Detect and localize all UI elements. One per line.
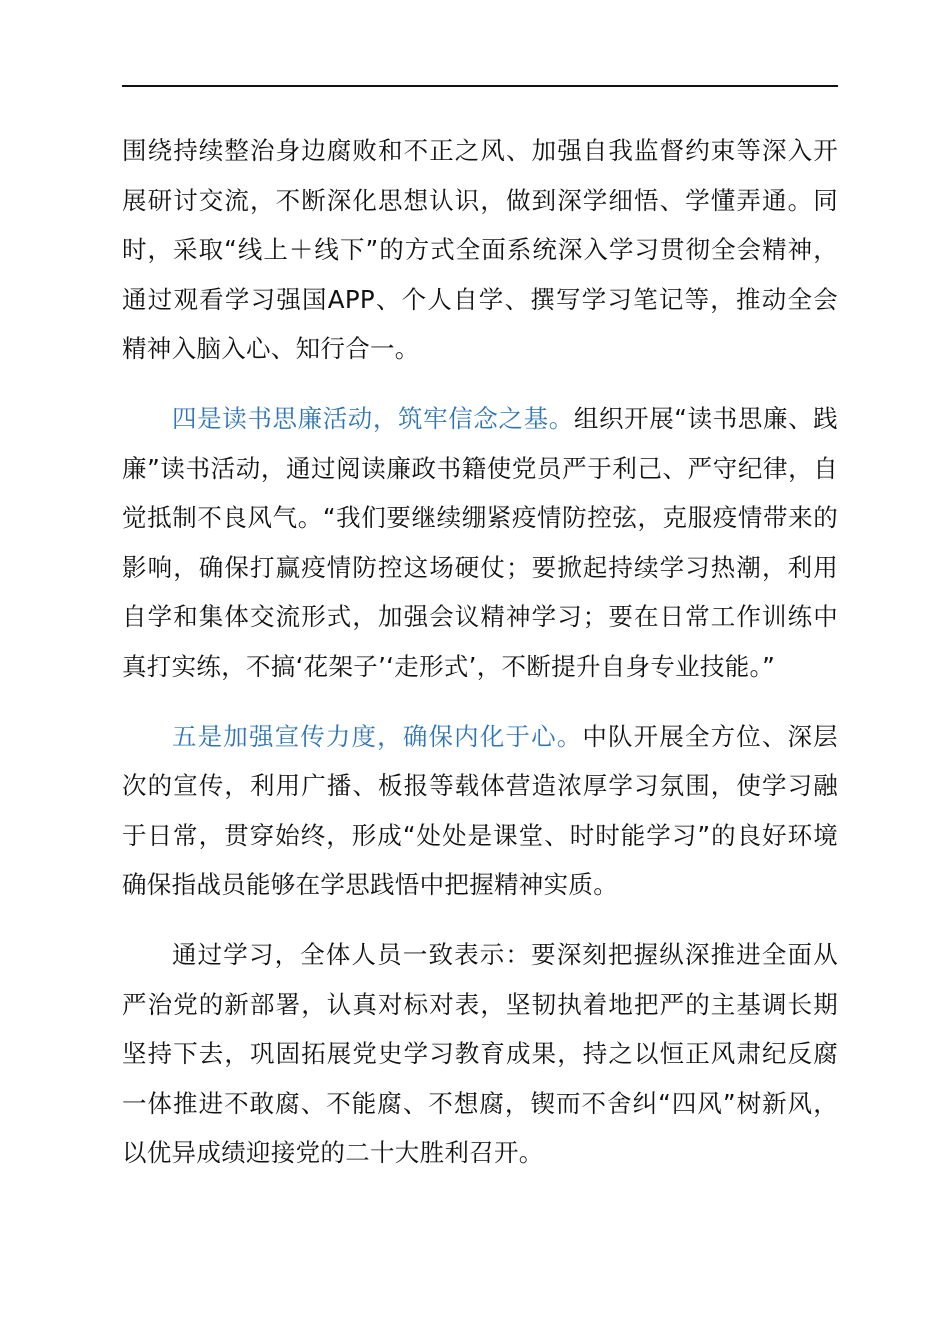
document-body [122,126,838,1178]
paragraph-text: 通过学习，全体人员一致表示：要深刻把握纵深推进全面从严治党的新部署，认真对标对表，坚韧执着地把严的主基调长期坚持下去，巩固拓展党史学习教育成果，持之以恒正风肃纪反腐一体推进不敢腐、不能腐、不想腐，锲而不舍纠“四风”树新风，以优异成绩迎接党的二十大胜利召开。 [122,939,838,1168]
paragraph-lead: 五是加强宣传力度，确保内化于心。 [172,721,583,751]
paragraph-lead: 四是读书思廉活动，筑牢信念之基。 [172,403,574,433]
paragraph-text: 组织开展“读书思廉、践廉”读书活动，通过阅读廉政书籍使党员严于利己、严守纪律，自觉抵制不良风气。“我们要继续绷紧疫情防控弦，克服疫情带来的影响，确保打赢疫情防控这场硬仗；要掀起持续学习热潮，利用自学和集体交流形式，加强会议精神学习；要在日常工作训练中真打实练，不搞‘花架子’‘走形式’，不断提升自身专业技能。” [122,403,838,681]
header-rule [122,85,838,87]
paragraph-text: 围绕持续整治身边腐败和不正之风、加强自我监督约束等深入开展研讨交流，不断深化思想认识，做到深学细悟、学懂弄通。同时，采取“线上＋线下”的方式全面系统深入学习贯彻全会精神，通过观看学习强国APP、个人自学、撰写学习笔记等，推动全会精神入脑入心、知行合一。 [122,136,838,364]
paragraph-text: 中队开展全方位、深层次的宣传，利用广播、板报等载体营造浓厚学习氛围，使学习融于日常，贯穿始终，形成“处处是课堂、时时能学习”的良好环境确保指战员能够在学思践悟中把握精神实质。 [122,721,838,900]
paragraph-reading-integrity [122,394,838,692]
paragraph-publicity [122,712,838,910]
paragraph-conclusion [122,930,838,1178]
paragraph-continuation [122,126,838,374]
